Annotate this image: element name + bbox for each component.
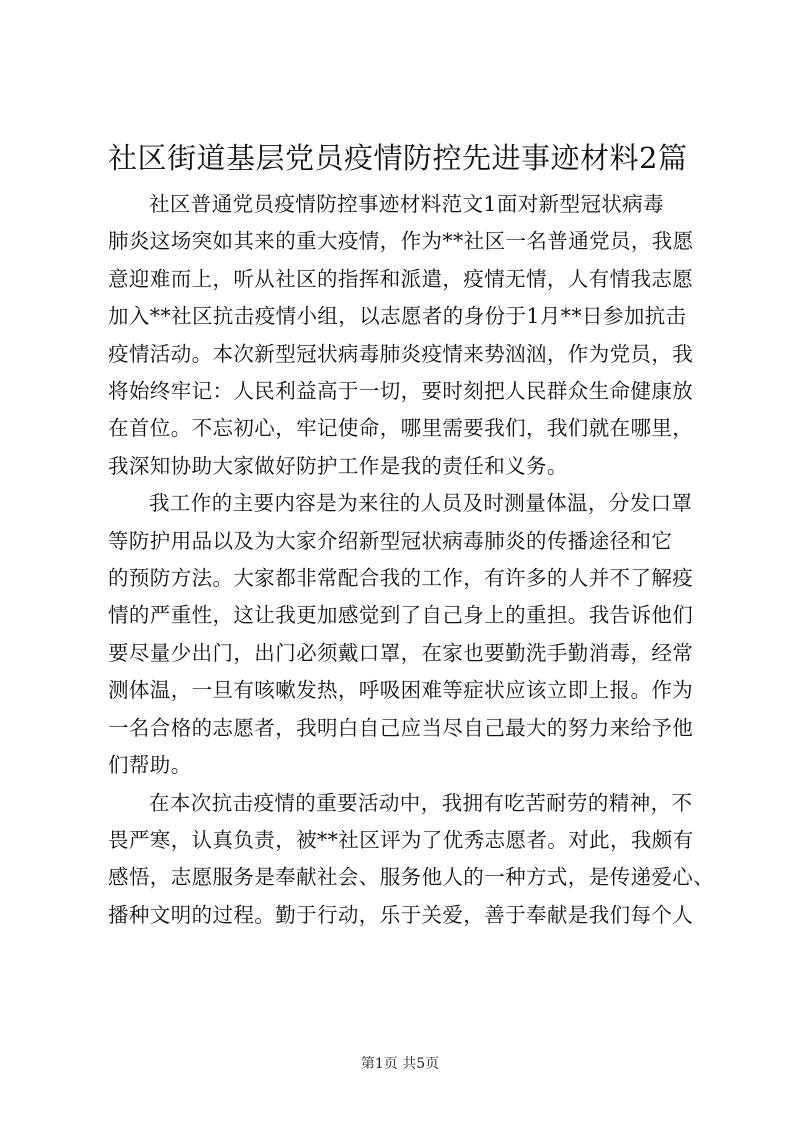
text-line: 等防护用品以及为大家介绍新型冠状病毒肺炎的传播途径和它 — [108, 528, 673, 553]
text-line: 在首位。不忘初心，牢记使命，哪里需要我们，我们就在哪里， — [108, 416, 694, 441]
paragraph-2 — [108, 485, 708, 784]
document-title: 社区街道基层党员疫情防控先进事迹材料2篇 — [108, 141, 688, 175]
text-line: 们帮助。 — [108, 753, 192, 778]
text-line: 一名合格的志愿者，我明白自己应当尽自己最大的努力来给予他 — [108, 715, 694, 740]
text-line: 在本次抗击疫情的重要活动中，我拥有吃苦耐劳的精神，不 — [149, 790, 693, 815]
paragraph-3 — [108, 785, 715, 935]
text-line: 感悟，志愿服务是奉献社会、服务他人的一种方式，是传递爱心、 — [108, 865, 715, 890]
text-line: 社区普通党员疫情防控事迹材料范文1面对新型冠状病毒 — [149, 192, 665, 216]
text-line: 要尽量少出门，出门必须戴口罩，在家也要勤洗手勤消毒，经常 — [108, 640, 694, 665]
page-footer: 第1页 共5页 — [360, 1056, 440, 1072]
text-line: 我工作的主要内容是为来往的人员及时测量体温，分发口罩 — [149, 491, 693, 516]
text-line: 测体温，一旦有咳嗽发热，呼吸困难等症状应该立即上报。作为 — [108, 678, 694, 703]
text-line: 情的严重性，这让我更加感觉到了自己身上的重担。我告诉他们 — [108, 603, 694, 628]
text-line: 疫情活动。本次新型冠状病毒肺炎疫情来势汹汹，作为党员，我 — [108, 341, 694, 366]
text-line: 畏严寒，认真负责，被**社区评为了优秀志愿者。对此，我颇有 — [108, 827, 694, 852]
text-line: 意迎难而上，听从社区的指挥和派遣，疫情无情，人有情我志愿 — [108, 266, 694, 291]
text-line: 加入**社区抗击疫情小组，以志愿者的身份于1月**日参加抗击 — [108, 304, 687, 329]
text-line: 肺炎这场突如其来的重大疫情，作为**社区一名普通党员，我愿 — [108, 229, 694, 254]
text-line: 播种文明的过程。勤于行动，乐于关爱，善于奉献是我们每个人 — [108, 902, 694, 927]
text-line: 我深知协助大家做好防护工作是我的责任和义务。 — [108, 453, 568, 478]
text-line: 的预防方法。大家都非常配合我的工作，有许多的人并不了解疫 — [108, 566, 694, 591]
text-line: 将始终牢记：人民利益高于一切，要时刻把人民群众生命健康放 — [108, 379, 694, 404]
document-body — [108, 186, 715, 934]
paragraph-1 — [108, 186, 708, 485]
